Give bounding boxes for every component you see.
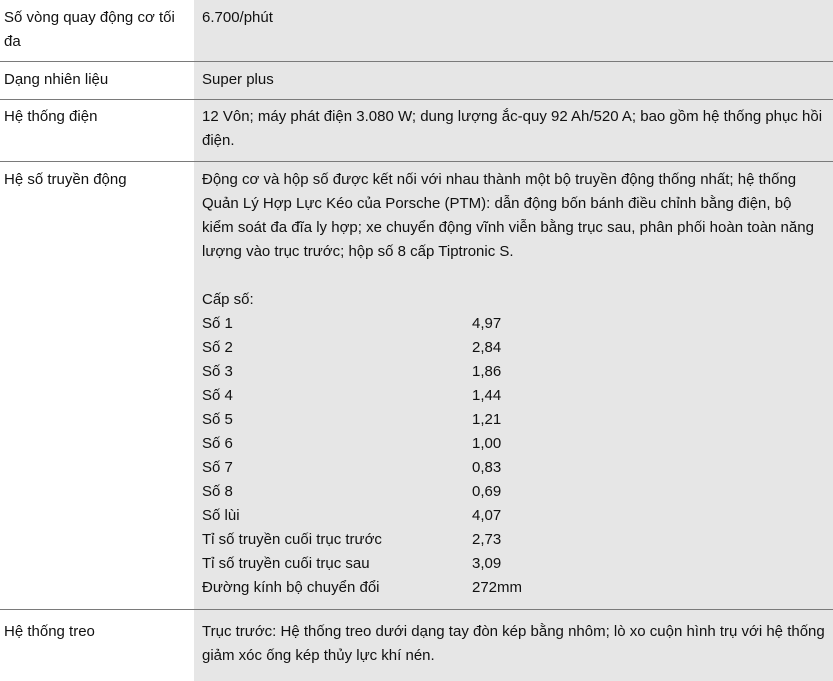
spec-value-text: 6.700/phút bbox=[202, 9, 273, 26]
gear-value: 1,86 bbox=[472, 363, 502, 380]
gear-value: 1,21 bbox=[472, 411, 502, 428]
gear-value: 4,07 bbox=[472, 507, 502, 524]
gear-value: 2,73 bbox=[472, 531, 502, 548]
spec-label-text: Hệ thống treo bbox=[4, 623, 95, 640]
gear-row bbox=[202, 576, 825, 600]
gear-value: 2,84 bbox=[472, 339, 502, 356]
gear-list bbox=[202, 312, 825, 600]
gear-ratios-title: Cấp số: bbox=[202, 291, 254, 308]
gear-name: Số 3 bbox=[202, 363, 233, 380]
spec-label bbox=[0, 100, 194, 161]
spec-row bbox=[0, 99, 833, 161]
gear-name: Đường kính bộ chuyển đổi bbox=[202, 579, 380, 596]
gear-row bbox=[202, 528, 825, 552]
gear-name: Số 5 bbox=[202, 411, 233, 428]
gear-value: 1,44 bbox=[472, 387, 502, 404]
gear-row bbox=[202, 504, 825, 528]
gear-row bbox=[202, 456, 825, 480]
gear-name: Số 8 bbox=[202, 483, 233, 500]
gear-name: Tỉ số truyền cuối trục sau bbox=[202, 555, 370, 572]
spec-value bbox=[194, 162, 833, 609]
spec-value-text: Động cơ và hộp số được kết nối với nhau thành một bộ truyền động thống nhất; hệ thống Quản Lý Hợp Lực Kéo của Porsche (PTM): dẫn động bốn bánh điều chỉnh bằng điện, bộ kiểm soát đa đĩa ly hợp; xe chuyển động vĩnh viễn bằng trục sau, phân phối hoàn toàn năng lượng vào trục trước; hộp số 8 cấp Tiptronic S. bbox=[202, 171, 814, 260]
spec-row bbox=[0, 0, 833, 61]
gear-name: Số 1 bbox=[202, 315, 233, 332]
gear-row bbox=[202, 552, 825, 576]
spec-value bbox=[194, 610, 833, 681]
gear-name: Số 7 bbox=[202, 459, 233, 476]
gear-name: Số 2 bbox=[202, 339, 233, 356]
spec-row bbox=[0, 609, 833, 681]
spec-label-text: Dạng nhiên liệu bbox=[4, 71, 109, 88]
gear-value: 0,69 bbox=[472, 483, 502, 500]
gear-value: 0,83 bbox=[472, 459, 502, 476]
gear-value: 4,97 bbox=[472, 315, 502, 332]
spec-label-text: Hệ thống điện bbox=[4, 108, 98, 125]
gear-name: Số lùi bbox=[202, 507, 240, 524]
gear-row bbox=[202, 336, 825, 360]
gear-row bbox=[202, 312, 825, 336]
spec-value-text: Super plus bbox=[202, 71, 274, 88]
spec-value-text: 12 Vôn; máy phát điện 3.080 W; dung lượng ắc-quy 92 Ah/520 A; bao gồm hệ thống phục hồi điện. bbox=[202, 108, 823, 149]
gear-value: 1,00 bbox=[472, 435, 502, 452]
gear-row bbox=[202, 408, 825, 432]
spec-label-text: Hệ số truyền động bbox=[4, 171, 127, 188]
gear-value: 3,09 bbox=[472, 555, 502, 572]
spec-row bbox=[0, 161, 833, 609]
spec-label-text: Số vòng quay động cơ tối đa bbox=[4, 9, 175, 50]
gear-row bbox=[202, 432, 825, 456]
gear-row bbox=[202, 480, 825, 504]
spec-value bbox=[194, 62, 833, 99]
gear-row bbox=[202, 384, 825, 408]
spec-label bbox=[0, 162, 194, 609]
gear-name: Số 4 bbox=[202, 387, 233, 404]
spec-label bbox=[0, 0, 194, 61]
spec-value-text: Trục trước: Hệ thống treo dưới dạng tay đòn kép bằng nhôm; lò xo cuộn hình trụ với hệ thống giảm xóc ống kép thủy lực khí nén. bbox=[202, 623, 825, 664]
spec-row bbox=[0, 61, 833, 99]
spec-value bbox=[194, 0, 833, 61]
gear-ratios bbox=[202, 288, 825, 600]
gear-name: Tỉ số truyền cuối trục trước bbox=[202, 531, 382, 548]
gear-value: 272mm bbox=[472, 579, 523, 596]
gear-name: Số 6 bbox=[202, 435, 233, 452]
spec-value bbox=[194, 100, 833, 161]
spec-label bbox=[0, 62, 194, 99]
gear-row bbox=[202, 360, 825, 384]
spec-label bbox=[0, 610, 194, 681]
